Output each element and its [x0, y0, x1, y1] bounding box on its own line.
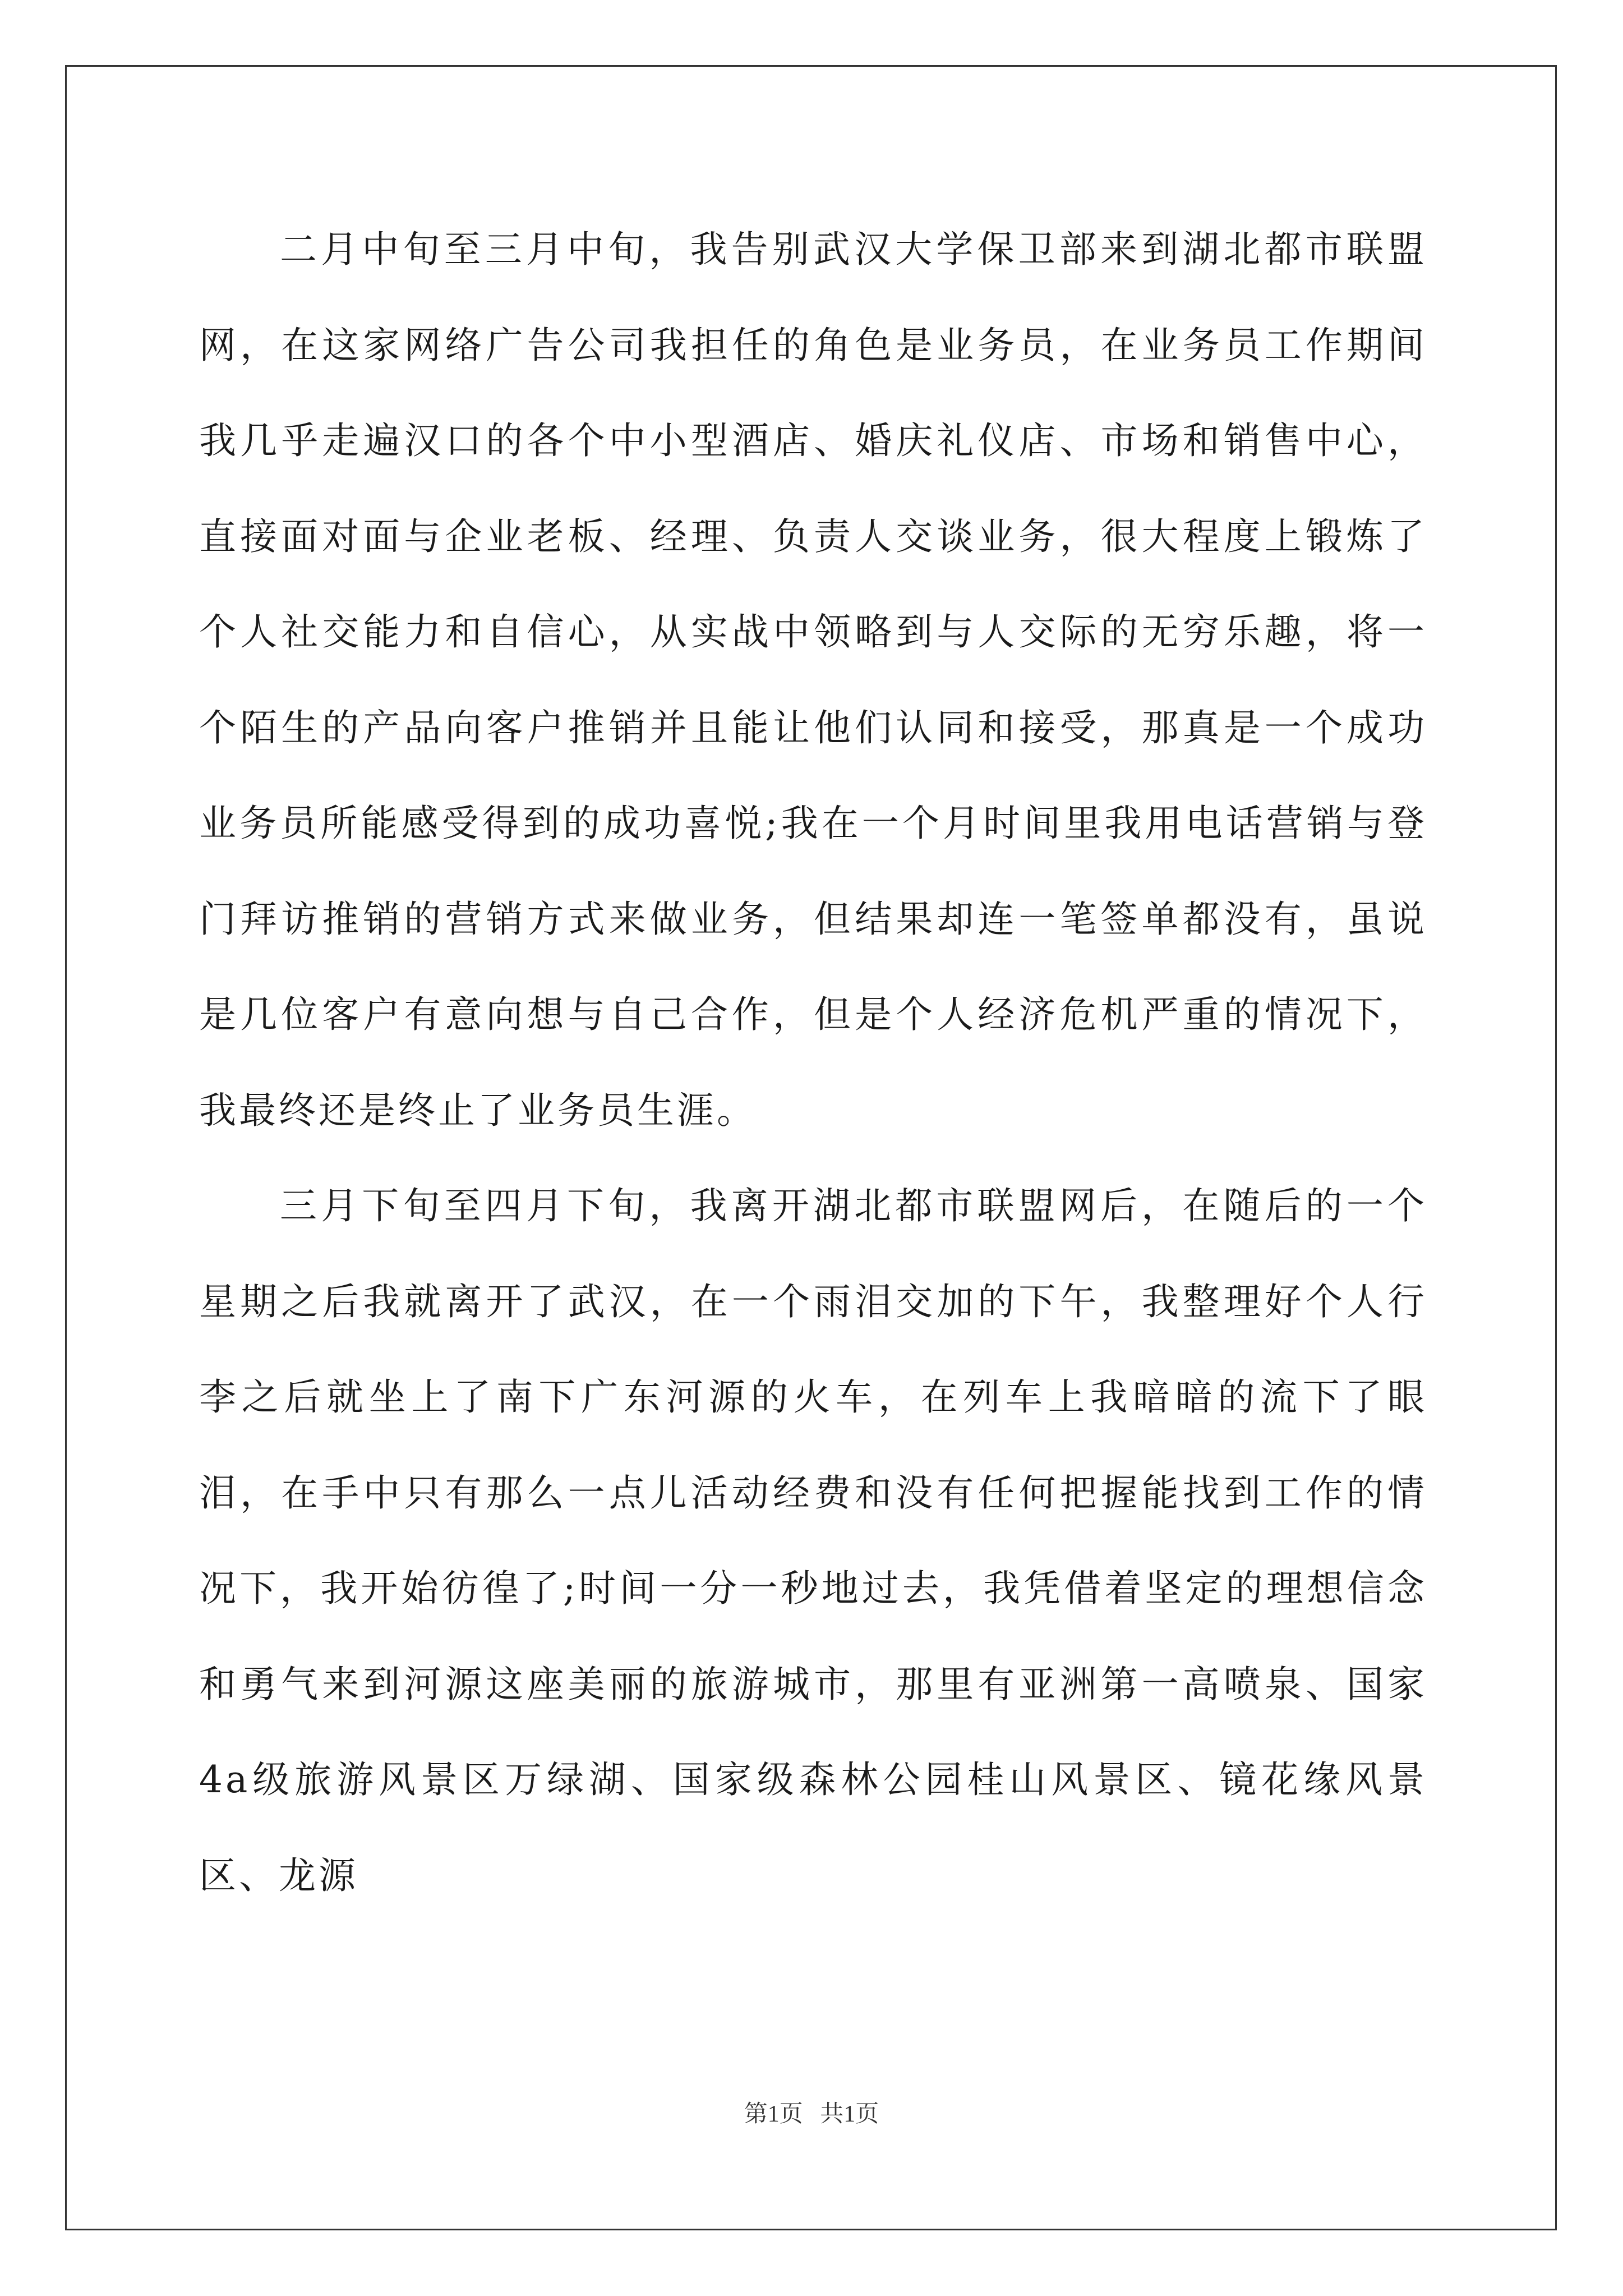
paragraph-1: 二月中旬至三月中旬，我告别武汉大学保卫部来到湖北都市联盟网，在这家网络广告公司我担任的角色是业务员，在业务员工作期间我几乎走遍汉口的各个中小型酒店、婚庆礼仪店、市场和销售中心，直接面对面与企业老板、经理、负责人交谈业务，很大程度上锻炼了个人社交能力和自信心，从实战中领略到与人交际的无穷乐趣，将一个陌生的产品向客户推销并且能让他们认同和接受，那真是一个成功业务员所能感受得到的成功喜悦;我在一个月时间里我用电话营销与登门拜访推销的营销方式来做业务，但结果却连一笔签单都没有，虽说是几位客户有意向想与自己合作，但是个人经济危机严重的情况下，我最终还是终止了业务员生涯。 — [199, 228, 1427, 1132]
paragraph-2: 三月下旬至四月下旬，我离开湖北都市联盟网后，在随后的一个星期之后我就离开了武汉，在一个雨泪交加的下午，我整理好个人行李之后就坐上了南下广东河源的火车，在列车上我暗暗的流下了眼泪，在手中只有那么一点儿活动经费和没有任何把握能找到工作的情况下，我开始彷徨了;时间一分一秒地过去，我凭借着坚定的理想信念和勇气来到河源这座美丽的旅游城市，那里有亚洲第一高喷泉、国家4a级旅游风景区万绿湖、国家级森林公园桂山风景区、镜花缘风景区、龙源 — [199, 1184, 1427, 1897]
page-total: 共1页 — [820, 2101, 879, 2127]
page-footer — [0, 2095, 1623, 2129]
page-number: 第1页 — [744, 2101, 803, 2127]
document-body — [199, 202, 1427, 1924]
